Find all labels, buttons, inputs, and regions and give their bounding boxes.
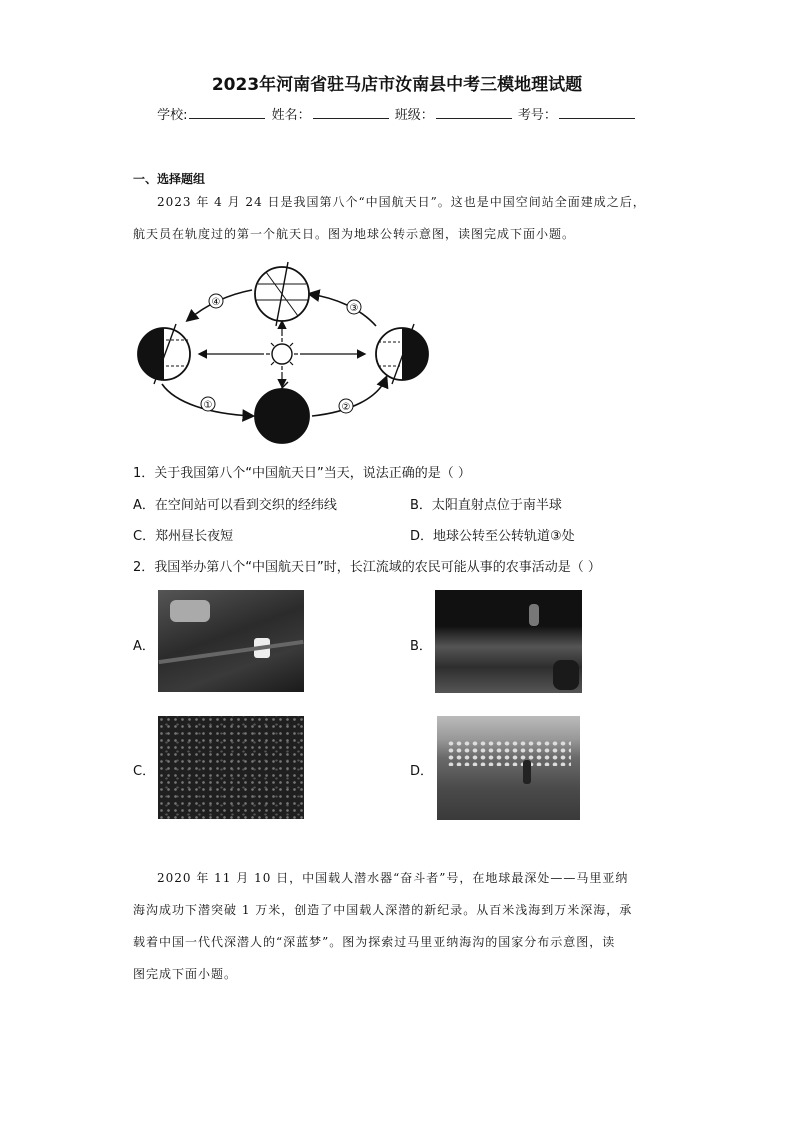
section1-intro	[133, 186, 661, 250]
name-field[interactable]	[313, 106, 389, 119]
intro-line: 载着中国一代代深潜人的“深蓝梦”。图为探索过马里亚纳海沟的国家分布示意图，读	[133, 935, 616, 949]
section2-intro	[133, 862, 661, 990]
q1-option-d[interactable]: D．地球公转至公转轨道③处	[410, 529, 575, 544]
q1-option-c[interactable]: C．郑州昼长夜短	[133, 529, 234, 544]
sun-icon	[266, 338, 298, 370]
class-field[interactable]	[436, 106, 512, 119]
exam-no-field[interactable]	[559, 106, 635, 119]
earth-position-bottom	[255, 382, 309, 443]
q2-option-b-photo[interactable]	[435, 590, 582, 693]
q2-option-c-label[interactable]: C．	[133, 764, 156, 779]
intro-line: 2023 年 4 月 24 日是我国第八个“中国航天日”。这也是中国空间站全面建成之后，	[157, 195, 646, 209]
question-2-stem: 2．我国举办第八个“中国航天日”时，长江流域的农民可能从事的农事活动是（ ）	[133, 560, 601, 575]
orbit-arrow-3	[310, 294, 376, 326]
intro-line: 图完成下面小题。	[133, 967, 238, 981]
q1-option-b[interactable]: B．太阳直射点位于南半球	[410, 498, 562, 513]
earth-position-right	[376, 324, 428, 384]
orbit-label-2: ②	[341, 402, 351, 413]
q2-option-d-label[interactable]: D．	[410, 764, 434, 779]
earth-position-top	[255, 262, 309, 326]
orbit-label-1: ①	[203, 400, 213, 411]
page-title: 2023年河南省驻马店市汝南县中考三模地理试题	[211, 75, 583, 95]
q2-option-d-photo[interactable]	[437, 716, 580, 820]
q2-option-c-photo[interactable]	[158, 716, 304, 819]
q2-option-a-label[interactable]: A．	[133, 639, 155, 654]
q1-option-a[interactable]: A．在空间站可以看到交织的经纬线	[133, 498, 337, 513]
q2-option-a-photo[interactable]	[158, 590, 304, 692]
orbit-label-4: ④	[211, 297, 221, 308]
student-info-line	[0, 104, 794, 123]
school-field[interactable]	[189, 106, 265, 119]
intro-line: 航天员在轨度过的第一个航天日。图为地球公转示意图，读图完成下面小题。	[133, 227, 576, 241]
school-label: 学校:	[157, 108, 188, 123]
orbit-label-3: ③	[349, 303, 359, 314]
section-heading: 一、选择题组	[133, 172, 206, 186]
intro-line: 2020 年 11 月 10 日，中国载人潜水器“奋斗者”号，在地球最深处——马里亚纳	[157, 871, 629, 885]
intro-line: 海沟成功下潜突破 1 万米，创造了中国载人深潜的新纪录。从百米浅海到万米深海，承	[133, 903, 633, 917]
exam-no-label: 考号：	[517, 108, 557, 123]
question-1-stem: 1．关于我国第八个“中国航天日”当天，说法正确的是（ ）	[133, 466, 471, 481]
earth-position-left	[138, 324, 190, 384]
name-label: 姓名：	[271, 108, 311, 123]
earth-revolution-diagram	[130, 258, 440, 448]
q2-option-b-label[interactable]: B．	[410, 639, 432, 654]
class-label: 班级：	[394, 108, 434, 123]
